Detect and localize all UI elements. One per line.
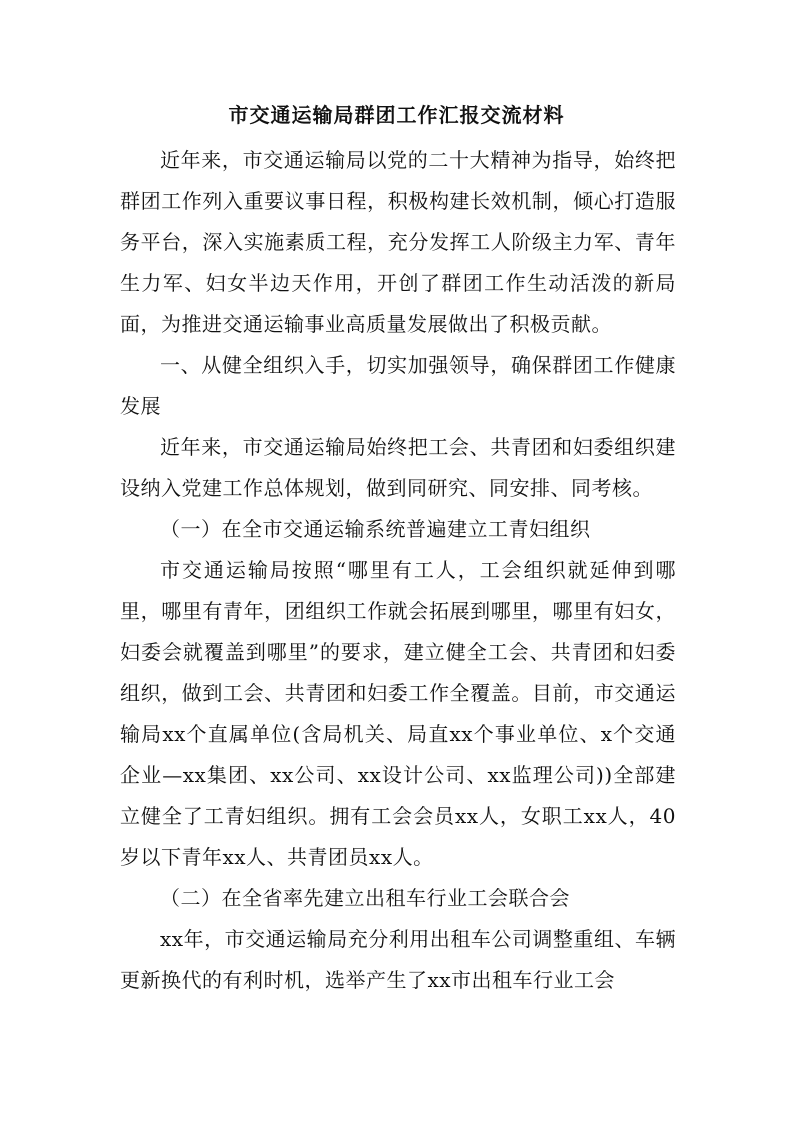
intro-paragraph: 近年来，市交通运输局以党的二十大精神为指导，始终把群团工作列入重要议事日程，积极构建长效机制，倾心打造服务平台，深入实施素质工程，充分发挥工人阶级主力军、青年生力军、妇女半边天作用，开创了群团工作生动活泼的新局面，为推进交通运输事业高质量发展做出了积极贡献。: [120, 148, 676, 336]
section-heading-1: 一、从健全组织入手，切实加强领导，确保群团工作健康发展: [120, 353, 676, 418]
document-title: 市交通运输局群团工作汇报交流材料: [228, 103, 565, 127]
subsection-heading-2: （二）在全省率先建立出租车行业工会联合会: [160, 886, 570, 910]
subsection-heading-1: （一）在全市交通运输系统普遍建立工青妇组织: [160, 517, 591, 541]
subsection-2-paragraph: xx年，市交通运输局充分利用出租车公司调整重组、车辆更新换代的有利时机，选举产生了xx市出租车行业工会: [120, 927, 676, 992]
section-1-paragraph: 近年来，市交通运输局始终把工会、共青团和妇委组织建设纳入党建工作总体规划，做到同研究、同安排、同考核。: [120, 435, 676, 500]
subsection-1-paragraph: 市交通运输局按照“哪里有工人，工会组织就延伸到哪里，哪里有青年，团组织工作就会拓展到哪里，哪里有妇女，妇委会就覆盖到哪里”的要求，建立健全工会、共青团和妇委组织，做到工会、共青团和妇委工作全覆盖。目前，市交通运输局xx个直属单位(含局机关、局直xx个事业单位、x个交通企业—xx集团、xx公司、xx设计公司、xx监理公司))全部建立健全了工青妇组织。拥有工会会员xx人，女职工xx人，40岁以下青年xx人、共青团员xx人。: [120, 558, 676, 869]
document-body: [120, 140, 676, 1001]
